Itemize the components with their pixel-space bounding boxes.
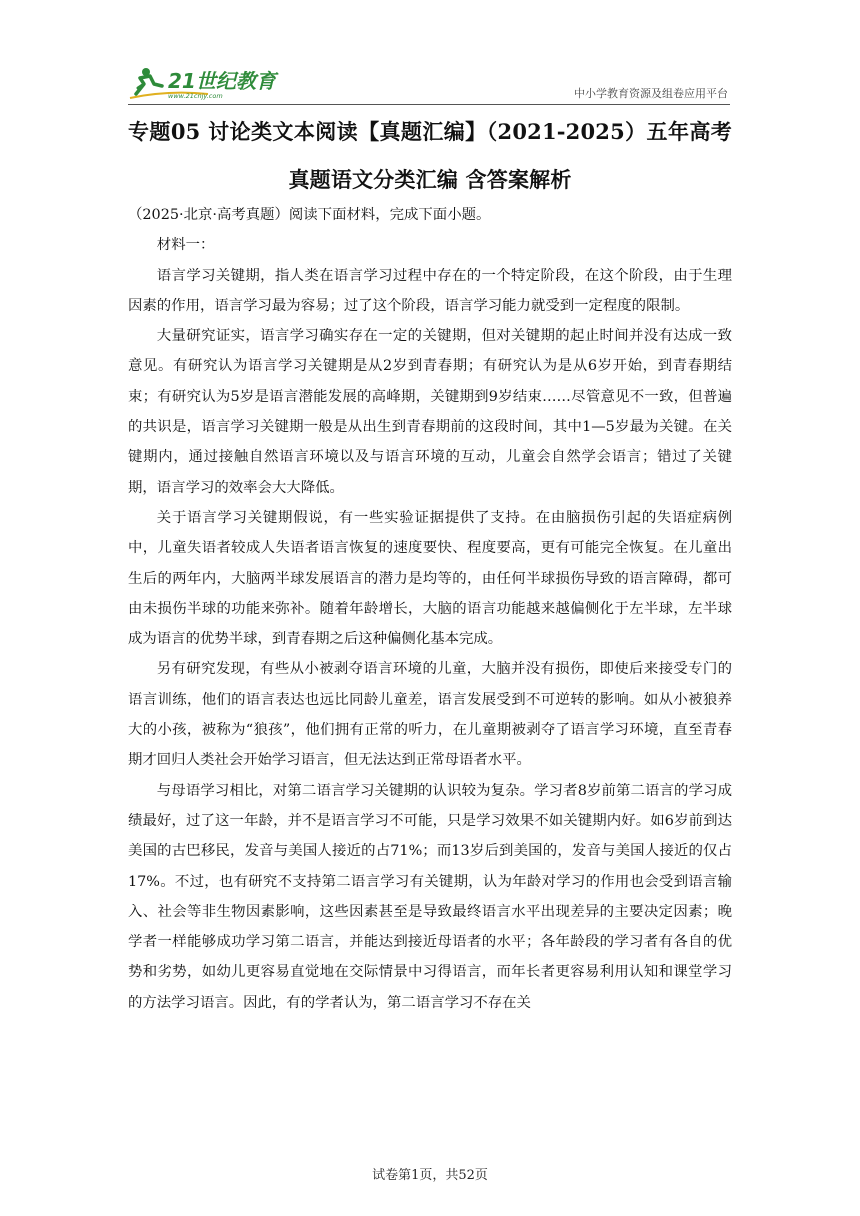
runner-logo-icon [128, 64, 298, 102]
logo [128, 64, 298, 102]
logo-text: 21世纪教育 [168, 69, 276, 93]
document-body [128, 200, 732, 1018]
paragraph: 大量研究证实，语言学习确实存在一定的关键期，但对关键期的起止时间并没有达成一致意见。有研究认为语言学习关键期是从2岁到青春期；有研究认为是从6岁开始，到青春期结束；有研究认为5岁是语言潜能发展的高峰期，关键期到9岁结束……尽管意见不一致，但普遍的共识是，语言学习关键期一般是从出生到青春期前的这段时间，其中1—5岁最为关键。在关键期内，通过接触自然语言环境以及与语言环境的互动，儿童会自然学会语言；错过了关键期，语言学习的效率会大大降低。 [128, 328, 732, 496]
page-header [128, 64, 730, 105]
paragraph: 另有研究发现，有些从小被剥夺语言环境的儿童，大脑并没有损伤，即使后来接受专门的语言训练，他们的语言表达也远比同龄儿童差，语言发展受到不可逆转的影响。如从小被狼养大的小孩，被称为“狼孩”，他们拥有正常的听力，在儿童期被剥夺了语言学习环境，直至青春期才回归人类社会开始学习语言，但无法达到正常母语者水平。 [128, 661, 732, 769]
material-label: 材料一： [156, 237, 215, 254]
paragraph: 关于语言学习关键期假说，有一些实验证据提供了支持。在由脑损伤引起的失语症病例中，儿童失语者较成人失语者语言恢复的速度要快、程度要高，更有可能完全恢复。在儿童出生后的两年内，大脑两半球发展语言的潜力是均等的，由任何半球损伤导致的语言障碍，都可由未损伤半球的功能来弥补。随着年龄增长，大脑的语言功能越来越偏侧化于左半球，左半球成为语言的优势半球，到青春期之后这种偏侧化基本完成。 [128, 509, 732, 648]
paragraph: 与母语学习相比，对第二语言学习关键期的认识较为复杂。学习者8岁前第二语言的学习成绩最好，过了这一年龄，并不是语言学习不可能，只是学习效果不如关键期内好。如6岁前到达美国的古巴移民，发音与美国人接近的占71%；而13岁后到美国的，发音与美国人接近的仅占17%。不过，也有研究不支持第二语言学习有关键期，认为年龄对学习的作用也会受到语言输入、社会等非生物因素影响，这些因素甚至是导致最终语言水平出现差异的主要决定因素；晚学者一样能够成功学习第二语言，并能达到接近母语者的水平；各年龄段的学习者有各自的优势和劣势，如幼儿更容易直觉地在交际情景中习得语言，而年长者更容易利用认知和课堂学习的方法学习语言。因此，有的学者认为，第二语言学习不存在关 [128, 782, 732, 1011]
logo-url: www.21cnjy.com [168, 92, 223, 100]
question-source: （2025·北京·高考真题）阅读下面材料，完成下面小题。 [128, 207, 491, 223]
paragraph: 语言学习关键期，指人类在语言学习过程中存在的一个特定阶段，在这个阶段，由于生理因素的作用，语言学习最为容易；过了这个阶段，语言学习能力就受到一定程度的限制。 [128, 267, 732, 314]
platform-label: 中小学教育资源及组卷应用平台 [574, 87, 728, 100]
document-title: 专题05 讨论类文本阅读【真题汇编】（2021-2025）五年高考真题语文分类汇编 含答案解析 [128, 119, 732, 192]
page-footer: 试卷第1页，共52页 [372, 1168, 488, 1183]
